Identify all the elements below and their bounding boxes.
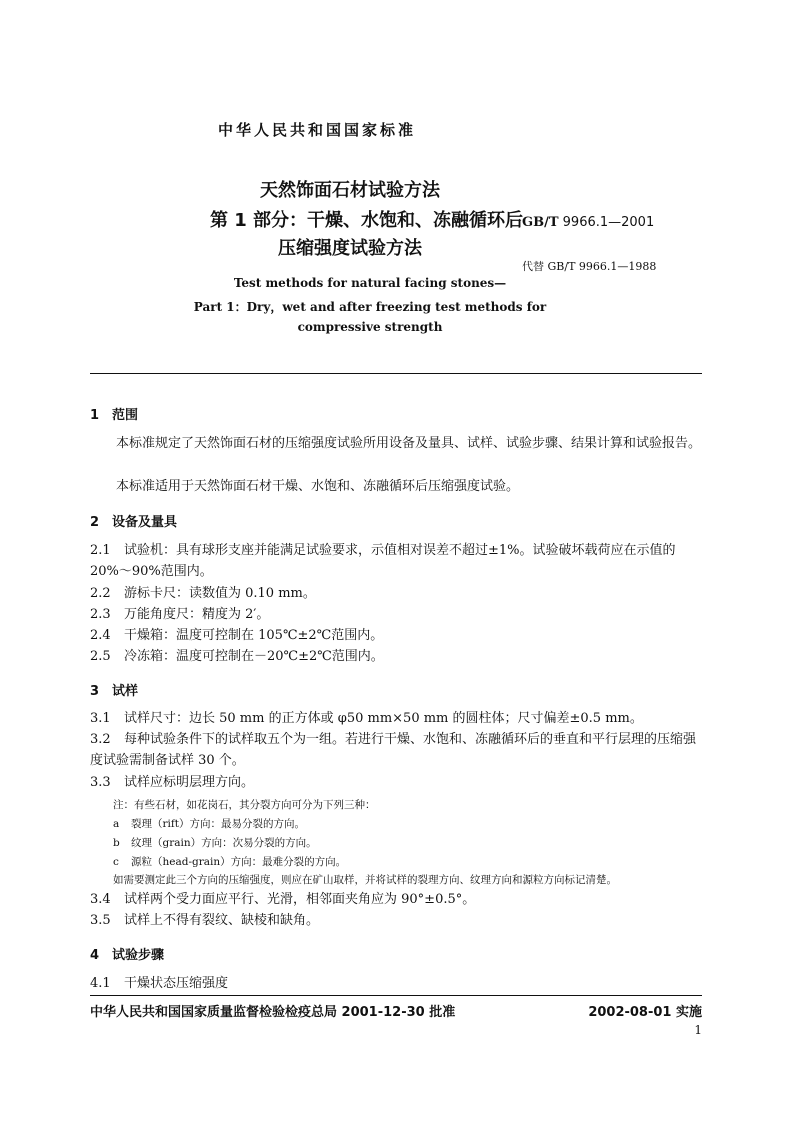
section-title: 范围 (112, 408, 139, 423)
page-number: 1 (694, 1023, 702, 1037)
section-2-heading (90, 511, 177, 530)
clause-text: 干燥箱：温度可控制在 105℃±2℃范围内。 (124, 628, 384, 643)
section-title: 试验步骤 (112, 948, 165, 963)
clause-number: 2.4 (90, 628, 111, 643)
english-title-line-3: compressive strength (297, 320, 443, 334)
clause-number: 4.1 (90, 976, 111, 991)
clause-text: 游标卡尺：读数值为 0.10 mm。 (124, 586, 316, 601)
section-title: 试样 (112, 684, 139, 699)
clause-text: 试样上不得有裂纹、缺棱和缺角。 (124, 913, 320, 928)
clause-3-1 (90, 708, 702, 729)
title-line-2: 第 1 部分：干燥、水饱和、冻融循环后 (210, 210, 524, 231)
english-title-line-2: Part 1：Dry，wet and after freezing test methods for (193, 300, 547, 314)
section-1-heading (90, 404, 138, 423)
clause-number: 2.2 (90, 586, 111, 601)
standard-country-heading: 中华人民共和国国家标准 (217, 121, 416, 139)
note-text: 裂理（rift）方向：最易分裂的方向。 (131, 818, 305, 830)
clause-2-4 (90, 625, 702, 646)
section-number: 2 (90, 515, 100, 530)
title-line-1: 天然饰面石材试验方法 (260, 180, 440, 201)
clause-2-3 (90, 604, 702, 625)
note-item-a (113, 816, 305, 831)
clause-text: 试样尺寸：边长 50 mm 的正方体或 φ50 mm×50 mm 的圆柱体；尺寸偏差±0.5 mm。 (124, 711, 643, 726)
clause-number: 2.1 (90, 543, 111, 558)
note-label: b (113, 837, 120, 849)
clause-4-1 (90, 973, 702, 994)
clause-text: 干燥状态压缩强度 (124, 976, 229, 991)
note-label: c (113, 856, 119, 868)
standard-code-number: 9966.1—2001 (562, 215, 655, 230)
note-item-c (113, 854, 346, 869)
clause-3-2 (90, 729, 702, 771)
clause-text: 试验机：具有球形支座并能满足试验要求，示值相对误差不超过±1%。试验破坏载荷应在示值的20%～90%范围内。 (90, 543, 676, 579)
standard-code-prefix: GB/T (522, 215, 559, 230)
approval-statement: 中华人民共和国国家质量监督检验检疫总局 2001-12-30 批准 (90, 1005, 456, 1020)
note-tail: 如需要测定此三个方向的压缩强度，则应在矿山取样，并将试样的裂理方向、纹理方向和源粒方向标记清楚。 (113, 874, 617, 886)
clause-text: 试样两个受力面应平行、光滑，相邻面夹角应为 90°±0.5°。 (124, 892, 476, 907)
standard-code (522, 215, 654, 230)
clause-number: 3.5 (90, 913, 111, 928)
replaces-standard: 代替 GB/T 9966.1—1988 (522, 260, 657, 273)
clause-2-5 (90, 646, 702, 667)
clause-number: 3.3 (90, 775, 111, 790)
section-number: 1 (90, 408, 100, 423)
section-1-paragraph-1: 本标准规定了天然饰面石材的压缩强度试验所用设备及量具、试样、试验步骤、结果计算和试验报告。 (116, 436, 702, 451)
note-intro: 注：有些石材，如花岗石，其分裂方向可分为下列三种： (113, 799, 376, 811)
note-text: 源粒（head-grain）方向：最难分裂的方向。 (131, 856, 347, 868)
section-number: 4 (90, 948, 100, 963)
footer-divider (90, 995, 702, 996)
note-label: a (113, 818, 120, 830)
section-1-paragraph-2: 本标准适用于天然饰面石材干燥、水饱和、冻融循环后压缩强度试验。 (116, 479, 520, 494)
section-number: 3 (90, 684, 100, 699)
clause-2-1 (90, 540, 702, 582)
clause-number: 2.5 (90, 649, 111, 664)
section-4-heading (90, 944, 164, 963)
clause-text: 冷冻箱：温度可控制在－20℃±2℃范围内。 (124, 649, 384, 664)
header-divider (90, 373, 702, 374)
clause-text: 试样应标明层理方向。 (124, 775, 255, 790)
note-item-b (113, 835, 317, 850)
note-text: 纹理（grain）方向：次易分裂的方向。 (131, 837, 317, 849)
clause-text: 每种试验条件下的试样取五个为一组。若进行干燥、水饱和、冻融循环后的垂直和平行层理的压缩强度试验需制备试样 30 个。 (90, 732, 697, 768)
section-title: 设备及量具 (112, 515, 178, 530)
title-line-3: 压缩强度试验方法 (278, 238, 422, 259)
clause-3-4 (90, 889, 702, 910)
implementation-date: 2002-08-01 实施 (588, 1005, 702, 1020)
clause-3-3 (90, 772, 702, 793)
clause-number: 3.4 (90, 892, 111, 907)
section-3-heading (90, 680, 138, 699)
clause-3-5 (90, 910, 702, 931)
clause-text: 万能角度尺：精度为 2′。 (124, 607, 270, 622)
clause-number: 3.2 (90, 732, 111, 747)
clause-2-2 (90, 583, 702, 604)
english-title-line-1: Test methods for natural facing stones— (233, 276, 507, 290)
clause-number: 3.1 (90, 711, 111, 726)
clause-number: 2.3 (90, 607, 111, 622)
